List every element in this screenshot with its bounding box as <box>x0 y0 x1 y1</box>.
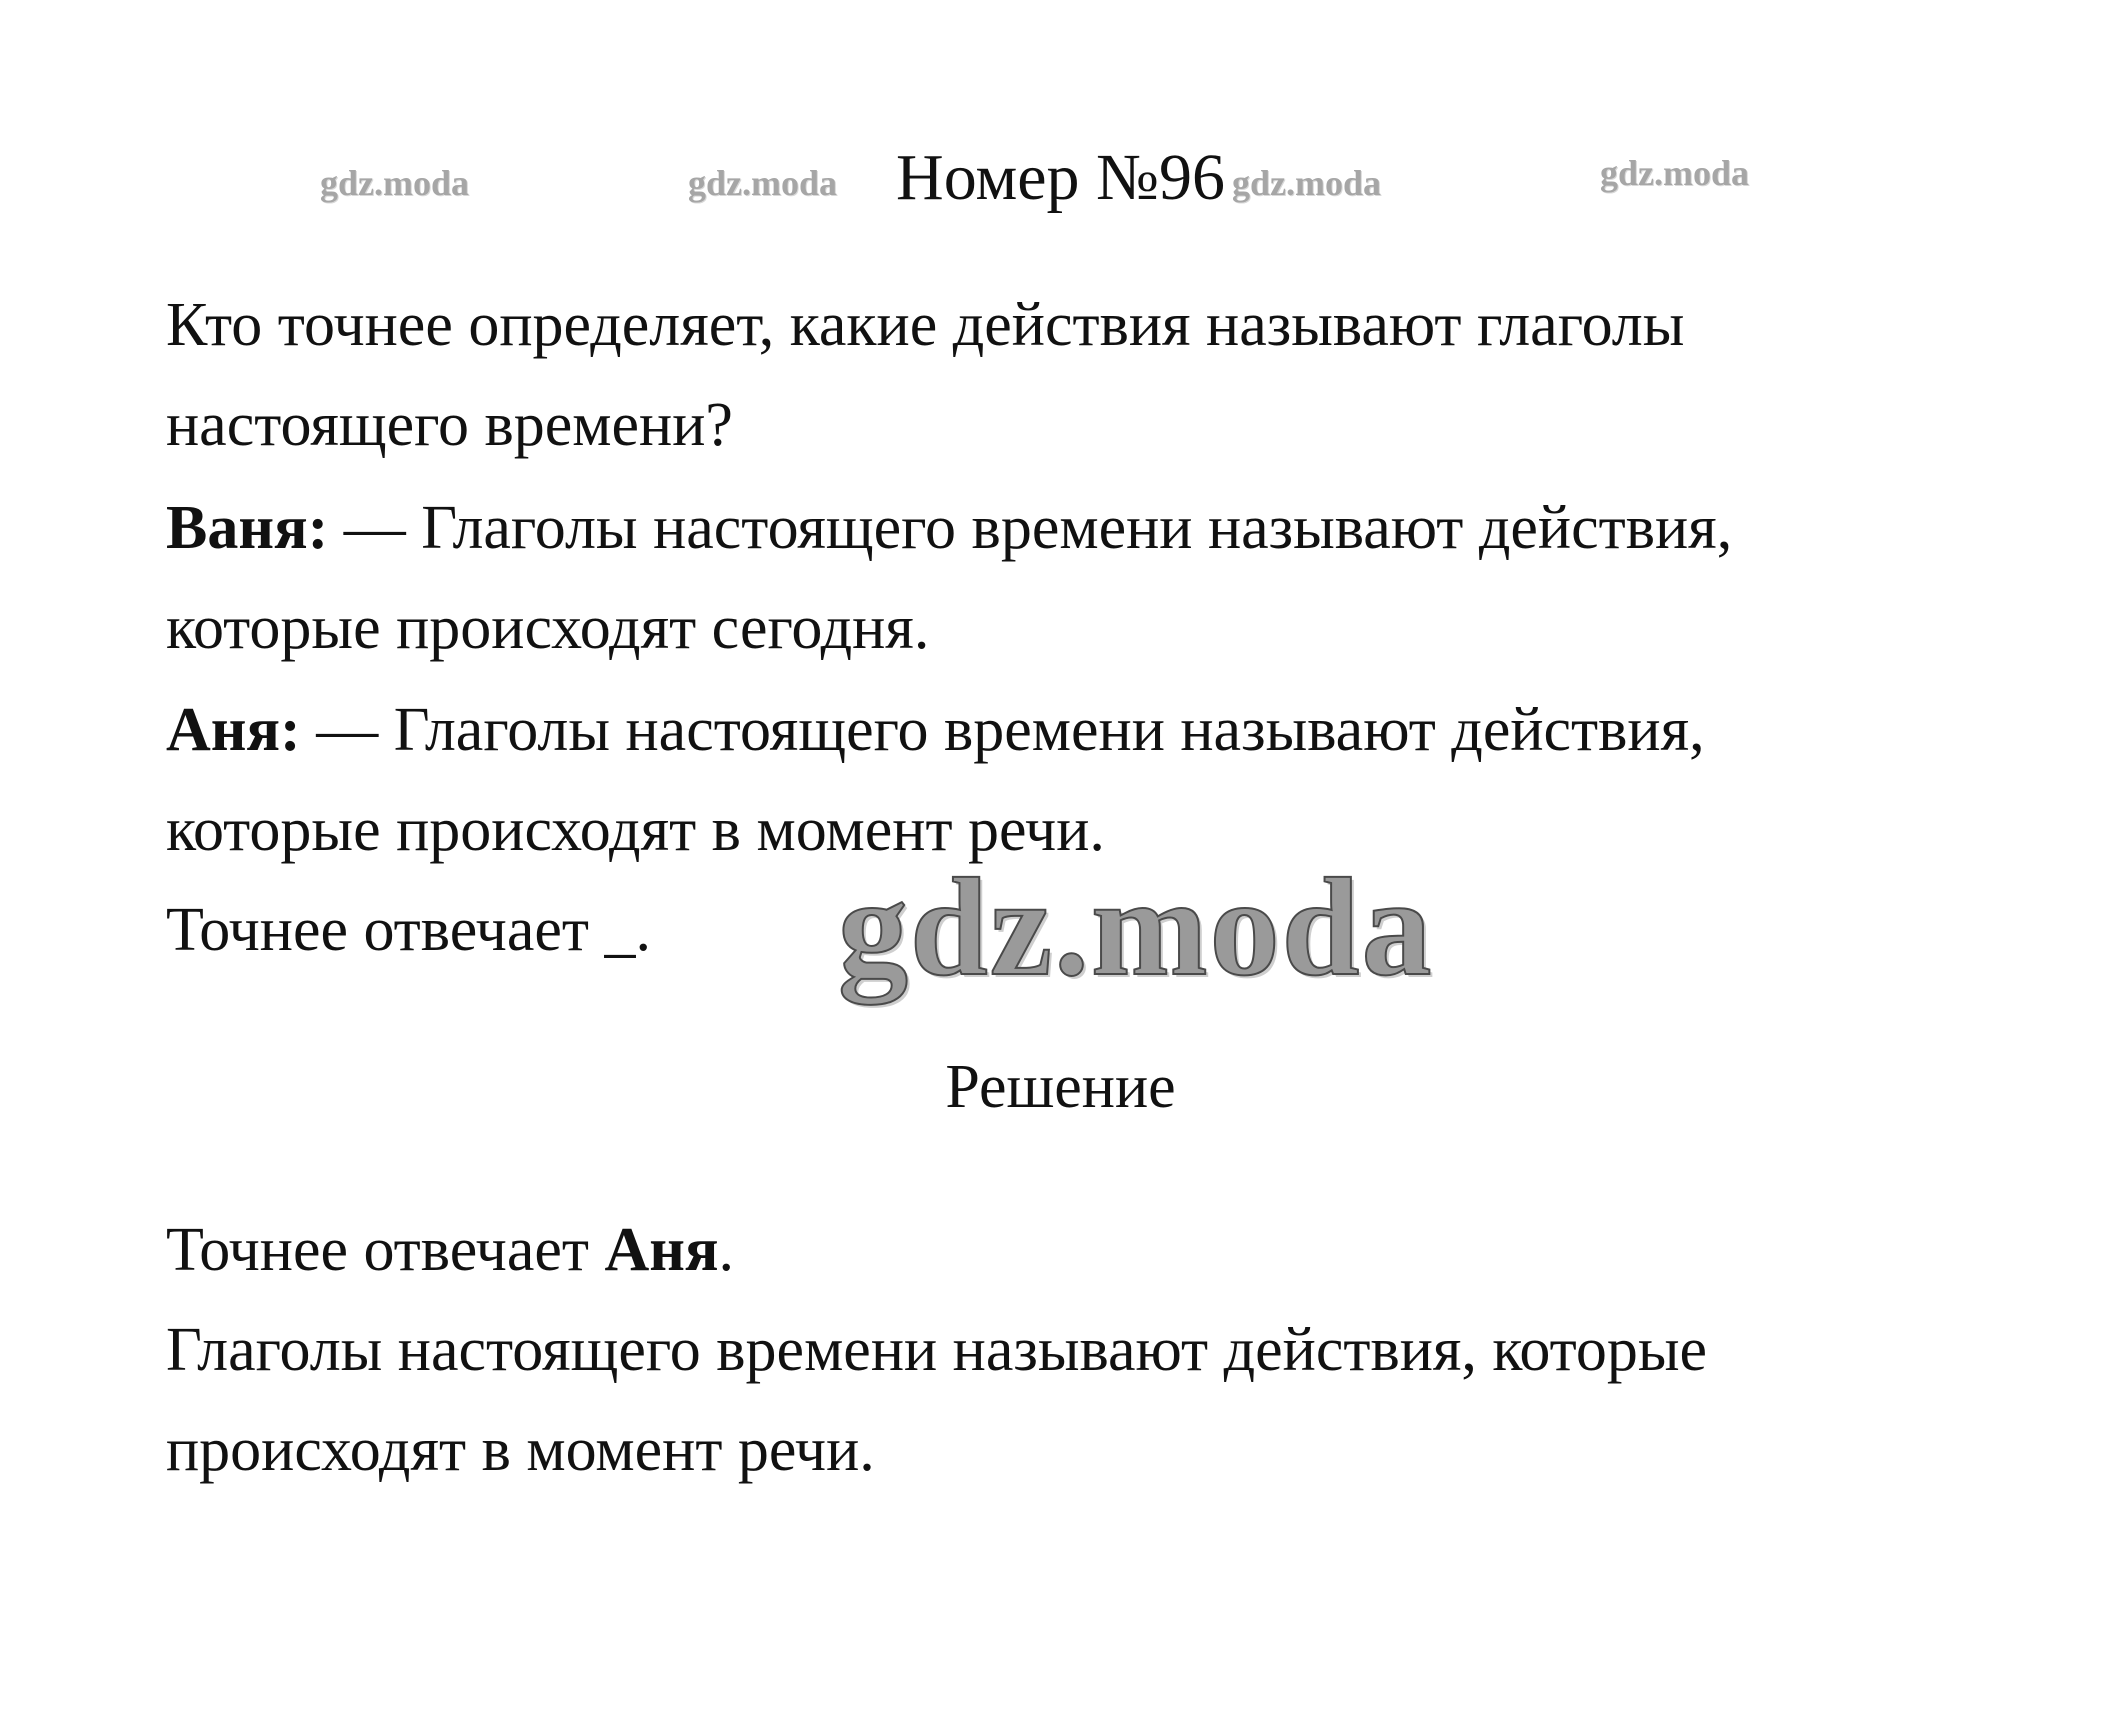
answer-name: Аня <box>604 1216 719 1284</box>
watermark-4: gdz.moda <box>1600 153 1750 193</box>
anya-name: Аня: <box>166 696 301 764</box>
anya-line-2: которые происходят в момент речи. <box>166 796 1105 864</box>
solution-answer <box>166 1200 2016 1300</box>
anya-statement: — Глаголы настоящего времени называют действия, <box>300 696 1705 764</box>
anya-line-1 <box>166 680 2016 780</box>
vanya-line-2: которые происходят сегодня. <box>166 594 930 662</box>
question-line-1: Кто точнее определяет, какие действия называют глаголы <box>166 291 1685 359</box>
watermark-1: gdz.moda <box>320 163 470 203</box>
solution-explanation-line-2: происходят в момент речи. <box>166 1416 875 1484</box>
solution-explanation-line-1: Глаголы настоящего времени называют действия, которые <box>166 1316 1708 1384</box>
answer-suffix: . <box>718 1216 735 1284</box>
solution-heading: Решение <box>945 1053 1176 1121</box>
vanya-line-1 <box>166 478 2016 578</box>
task-prompt: Точнее отвечает _. <box>166 896 651 964</box>
vanya-statement: — Глаголы настоящего времени называют действия, <box>328 494 1733 562</box>
watermark-large: gdz.moda <box>838 850 1434 1005</box>
watermark-2: gdz.moda <box>688 163 838 203</box>
question-line-2: настоящего времени? <box>166 391 733 459</box>
vanya-name: Ваня: <box>166 494 329 562</box>
answer-prefix: Точнее отвечает <box>166 1216 605 1284</box>
watermark-3: gdz.moda <box>1232 163 1382 203</box>
page-title: Номер №96 <box>896 141 1225 214</box>
